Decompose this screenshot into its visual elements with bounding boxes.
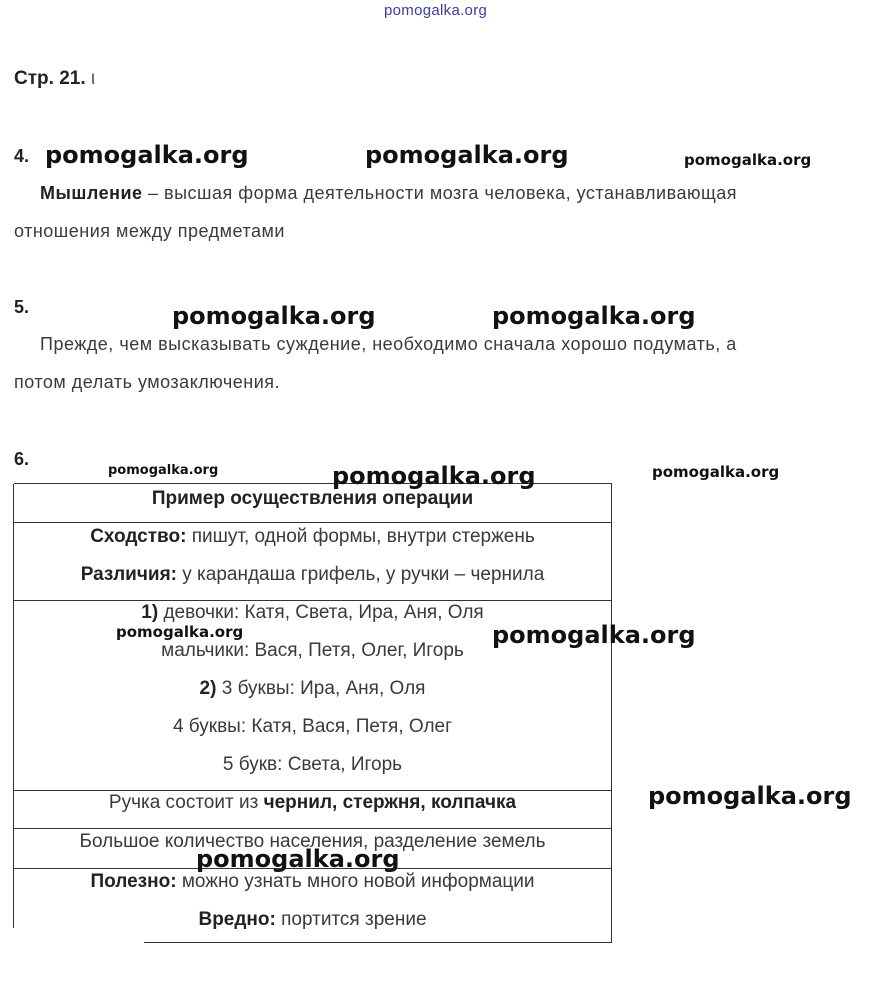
task-4-text: [14, 174, 870, 250]
table-row-difference: Различия: у карандаша грифель, у ручки – чернила: [80, 564, 545, 585]
table-row-harmful: Вредно: портится зрение: [198, 909, 427, 930]
watermark: pomogalka.org: [108, 463, 219, 478]
task-5-number: 5.: [14, 297, 30, 317]
table-row-girls: 1) девочки: Катя, Света, Ира, Аня, Оля: [141, 602, 484, 623]
table-row-letters5: 5 букв: Света, Игорь: [222, 754, 403, 775]
page-reference-text: Стр. 21.: [14, 68, 86, 89]
table-row-pen-parts: Ручка состоит из чернил, стержня, колпачка: [108, 792, 517, 813]
watermark: pomogalka.org: [332, 462, 536, 490]
table-row-letters3: 2) 3 буквы: Ира, Аня, Оля: [199, 678, 426, 699]
task-4-number: 4.: [14, 146, 30, 166]
page-reference: Стр. 21. ι: [14, 68, 96, 89]
task-5-line2: потом делать умозаключения.: [14, 372, 281, 392]
table-header: Пример осуществления операции: [151, 488, 474, 509]
task-5-line1: Прежде, чем высказывать суждение, необходимо сначала хорошо подумать, а: [40, 334, 737, 354]
watermark: pomogalka.org: [492, 621, 696, 649]
task-4-definition-line2: отношения между предметами: [14, 221, 285, 241]
watermark: pomogalka.org: [45, 141, 249, 169]
watermark: pomogalka.org: [684, 151, 812, 169]
table-row-letters4: 4 буквы: Катя, Вася, Петя, Олег: [172, 716, 453, 737]
task-5-text: [14, 325, 870, 401]
watermark: pomogalka.org: [116, 623, 244, 641]
table-row-similarity: Сходство: пишут, одной формы, внутри стержень: [90, 526, 535, 547]
watermark: pomogalka.org: [492, 302, 696, 330]
task-4-definition-line1: – высшая форма деятельности мозга человека, устанавливающая: [148, 183, 738, 203]
task-6-number: 6.: [14, 449, 30, 469]
watermark: pomogalka.org: [172, 302, 376, 330]
site-header-link[interactable]: pomogalka.org: [384, 2, 488, 19]
watermark: pomogalka.org: [365, 141, 569, 169]
table-row-boys: мальчики: Вася, Петя, Олег, Игорь: [161, 640, 464, 661]
table-row-population: Большое количество населения, разделение земель: [79, 831, 546, 852]
table-row-useful: Полезно: можно узнать много новой информации: [90, 871, 535, 892]
task-4-term: Мышление: [40, 183, 143, 203]
operations-table: [14, 483, 612, 943]
watermark: pomogalka.org: [648, 782, 852, 810]
watermark: pomogalka.org: [652, 463, 780, 481]
watermark: pomogalka.org: [196, 845, 400, 873]
